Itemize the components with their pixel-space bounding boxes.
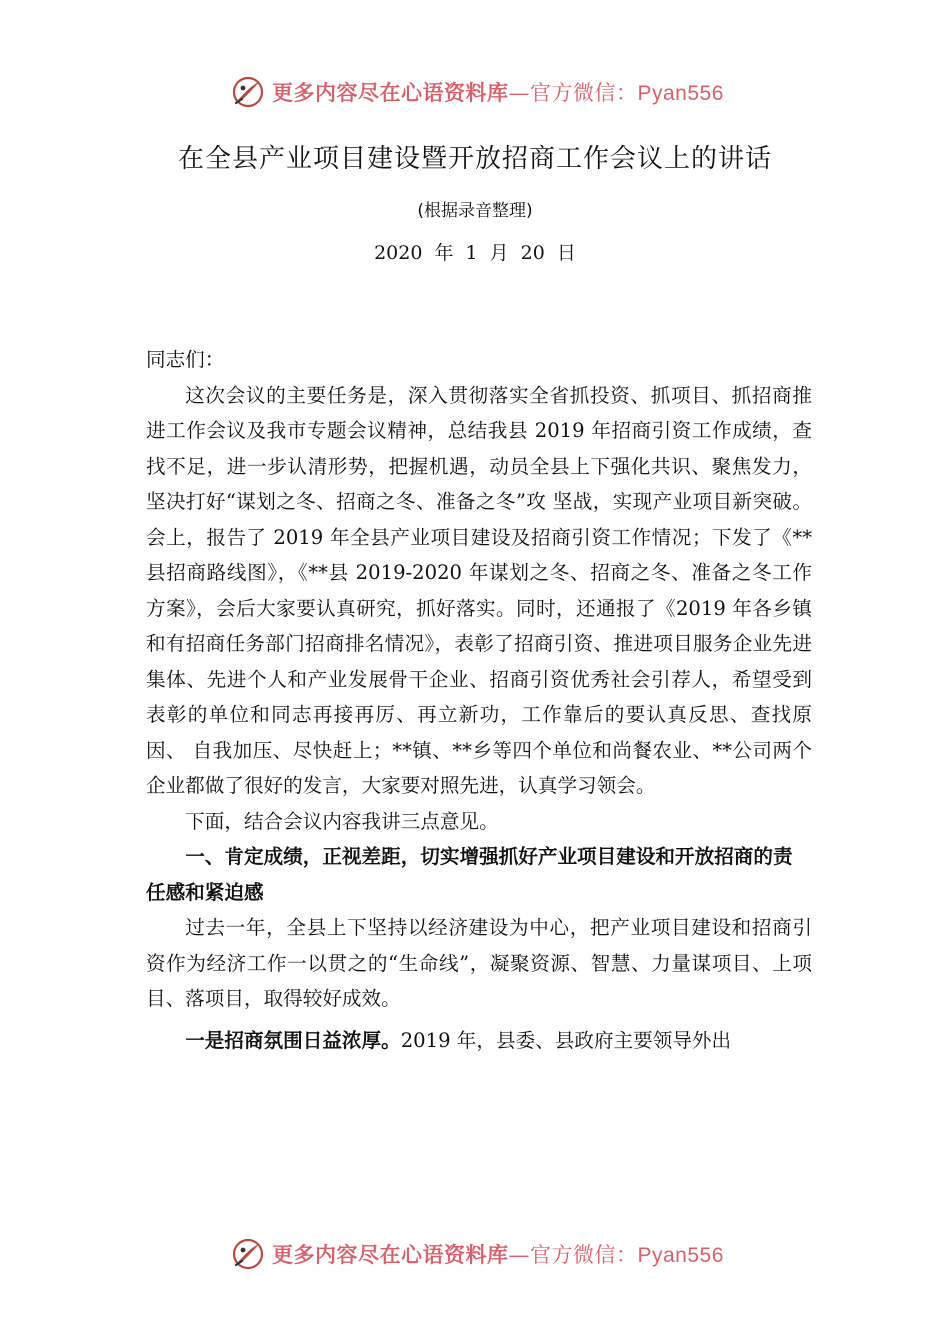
document-body xyxy=(146,342,812,1058)
watermark-site: 更多内容尽在心语资料库 xyxy=(272,80,509,105)
document-date: 2020 年 1 月 20 日 xyxy=(374,242,576,264)
watermark-dash: — xyxy=(508,81,530,105)
watermark-wechat-id: Pyan556 xyxy=(637,1244,724,1267)
watermark-banner-top xyxy=(0,72,950,112)
document-subtitle: (根据录音整理) xyxy=(417,201,533,221)
paragraph-review: 过去一年，全县上下坚持以经济建设为中心，把产业项目建设和招商引资作为经济工作一以贯之的“生命线”，凝聚资源、智慧、力量谋项目、上项目、落项目，取得较好成效。 xyxy=(146,916,812,1010)
pen-logo-icon xyxy=(230,1236,266,1272)
watermark-site: 更多内容尽在心语资料库 xyxy=(272,1242,509,1267)
watermark-banner-bottom xyxy=(0,1234,950,1274)
watermark-wechat-label: 官方微信： xyxy=(530,81,638,105)
watermark-wechat-id: Pyan556 xyxy=(637,82,724,105)
watermark-text xyxy=(272,77,724,107)
point-1-lead: 一是招商氛围日益浓厚。 xyxy=(185,1028,401,1052)
paragraph-transition: 下面，结合会议内容我讲三点意见。 xyxy=(185,809,499,833)
section-heading-1: 一、肯定成绩，正视差距，切实增强抓好产业项目建设和开放招商的责任感和紧迫感 xyxy=(146,845,793,904)
watermark-banner-inner xyxy=(230,72,724,112)
watermark-banner-inner xyxy=(230,1234,724,1274)
pen-logo-icon xyxy=(230,74,266,110)
document-title: 在全县产业项目建设暨开放招商工作会议上的讲话 xyxy=(177,144,772,174)
paragraph-point-1 xyxy=(146,1023,812,1059)
watermark-text xyxy=(272,1239,724,1269)
point-1-text: 2019 年，县委、县政府主要领导外出 xyxy=(400,1028,732,1052)
paragraph-intro: 这次会议的主要任务是，深入贯彻落实全省抓投资、抓项目、抓招商推进工作会议及我市专题会议精神，总结我县 2019 年招商引资工作成绩，查找不足，进一步认清形势，把握机遇，动员全县上下强化共识、聚焦发力，坚决打好“谋划之冬、招商之冬、准备之冬”攻 坚战，实现产业项目新突破。会上，报告了 2019 年全县产业项目建设及招商引资工作情况；下发了《**县招商路线图》，《**县 2019-2020 年谋划之冬、招商之冬、准备之冬工作方案》，会后大家要认真研究，抓好落实。同时，还通报了《2019 年各乡镇和有招商任务部门招商排名情况》，表彰了招商引资、推进项目服务企业先进集体、先进个人和产业发展骨干企业、招商引资优秀社会引荐人，希望受到表彰的单位和同志再接再厉、再立新功，工作靠后的要认真反思、查找原因、 自我加压、尽快赶上；**镇、**乡等四个单位和尚餐农业、**公司两个企业都做了很好的发言，大家要对照先进，认真学习领会。 xyxy=(146,383,812,797)
watermark-dash: — xyxy=(508,1243,530,1267)
watermark-wechat-label: 官方微信： xyxy=(530,1243,638,1267)
salutation: 同志们： xyxy=(146,348,225,371)
